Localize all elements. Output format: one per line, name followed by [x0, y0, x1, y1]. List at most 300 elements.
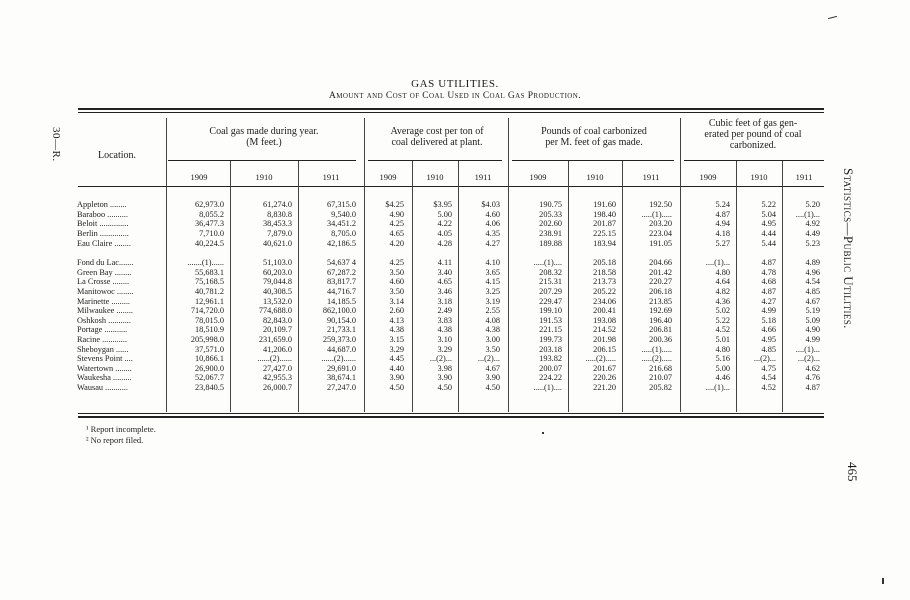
value-cell: 3.18 [437, 296, 452, 306]
value-cell: 38,453.3 [262, 219, 292, 229]
value-cell: .....(1).... [533, 258, 562, 267]
value-cell: 26,900.0 [194, 363, 224, 373]
value-cell: 4.13 [389, 315, 404, 325]
value-cell: 201.87 [593, 219, 616, 229]
group-header-average-cost: Average cost per ton of coal delivered at plant. [390, 126, 484, 148]
scan-speck [542, 432, 544, 434]
footnote: ² No report filed. [86, 435, 144, 445]
value-cell: 4.89 [805, 258, 820, 267]
value-cell: 3.15 [389, 335, 404, 345]
value-cell: 207.29 [539, 287, 562, 297]
value-cell: 4.87 [761, 258, 776, 267]
value-cell: 4.99 [805, 335, 820, 345]
location-cell: Portage ........... [77, 325, 128, 335]
value-cell: $4.03 [481, 200, 500, 209]
value-cell: 213.85 [649, 296, 672, 306]
value-cell: 220.27 [649, 277, 672, 287]
value-cell: 52,067.7 [194, 373, 224, 383]
header-bottom-rule [78, 186, 824, 187]
margin-page-label: 30—R. [50, 127, 62, 162]
value-cell: 79,044.8 [262, 277, 292, 287]
group-rule-cost [368, 160, 502, 161]
value-cell: 26,000.7 [262, 383, 292, 393]
value-cell: 4.80 [715, 344, 730, 354]
table-row [0, 354, 910, 364]
value-cell: 4.62 [805, 363, 820, 373]
value-cell: 4.27 [761, 296, 776, 306]
value-cell: 3.65 [485, 267, 500, 277]
location-cell: Milwaukee ........ [77, 306, 133, 315]
value-cell: 4.68 [761, 277, 776, 287]
year-header: 1909 [529, 172, 547, 182]
value-cell: 41,206.0 [262, 344, 292, 354]
value-cell: 4.27 [485, 238, 500, 248]
value-cell: ......(2)...... [257, 354, 292, 363]
group-header-cubic-feet: Cubic feet of gas gen- erated per pound of coal carbonized. [704, 118, 802, 151]
value-cell: 4.66 [761, 325, 776, 335]
value-cell: ...(2)... [429, 354, 452, 363]
value-cell: 38,674.1 [326, 373, 356, 383]
value-cell: 215.31 [539, 277, 562, 287]
value-cell: 5.44 [761, 238, 776, 248]
value-cell: 204.66 [649, 258, 672, 267]
value-cell: 4.65 [437, 277, 452, 287]
value-cell: 229.47 [539, 296, 562, 306]
value-cell: 4.65 [389, 229, 404, 239]
location-cell: Waukesha ......... [77, 373, 132, 383]
value-cell: 201.67 [593, 363, 616, 373]
value-cell: 4.99 [761, 306, 776, 315]
value-cell: 5.22 [761, 200, 776, 209]
value-cell: 4.18 [715, 229, 730, 239]
value-cell: 199.73 [539, 335, 562, 345]
value-cell: 4.80 [715, 267, 730, 277]
value-cell: 4.44 [761, 229, 776, 239]
value-cell: 4.50 [485, 383, 500, 393]
value-cell: 4.22 [437, 219, 452, 229]
value-cell: 5.18 [761, 315, 776, 325]
value-cell: 8,055.2 [199, 209, 224, 219]
value-cell: 4.67 [805, 296, 820, 306]
value-cell: 54,637 4 [326, 258, 356, 267]
table-row [0, 383, 910, 393]
value-cell: 5.02 [715, 306, 730, 315]
value-cell: 714,720.0 [190, 306, 224, 315]
value-cell: .....(1)..... [641, 344, 672, 354]
value-cell: 23,840.5 [194, 383, 224, 393]
value-cell: 4.60 [485, 209, 500, 219]
value-cell: 3.50 [389, 287, 404, 297]
value-cell: 90,154.0 [326, 315, 356, 325]
value-cell: 218.58 [593, 267, 616, 277]
year-header: 1909 [190, 172, 208, 182]
location-cell: Marinette ......... [77, 296, 130, 306]
value-cell: 4.38 [485, 325, 500, 335]
value-cell: 210.07 [649, 373, 672, 383]
value-cell: 205.18 [593, 258, 616, 267]
value-cell: 4.36 [715, 296, 730, 306]
year-header: 1910 [586, 172, 604, 182]
page-number: 465 [845, 462, 860, 482]
value-cell: 4.95 [761, 335, 776, 345]
value-cell: 3.29 [437, 344, 452, 354]
value-cell: 37,571.0 [194, 344, 224, 354]
value-cell: 199.10 [539, 306, 562, 315]
value-cell: 3.90 [437, 373, 452, 383]
location-cell: Wausau ........... [77, 383, 128, 393]
value-cell: .......(1)...... [187, 258, 224, 267]
value-cell: 4.54 [761, 373, 776, 383]
value-cell: 4.96 [805, 267, 820, 277]
value-cell: 4.52 [761, 383, 776, 393]
value-cell: 3.40 [437, 267, 452, 277]
value-cell: 200.41 [593, 306, 616, 315]
value-cell: 205.22 [593, 287, 616, 297]
value-cell: 2.60 [389, 306, 404, 315]
value-cell: 201.42 [649, 267, 672, 277]
value-cell: 206.15 [593, 344, 616, 354]
value-cell: 4.75 [761, 363, 776, 373]
year-header: 1910 [750, 172, 768, 182]
value-cell: 13,532.0 [262, 296, 292, 306]
value-cell: 44,716.7 [326, 287, 356, 297]
table-row [0, 268, 910, 278]
year-header: 1910 [255, 172, 273, 182]
value-cell: 12,961.1 [194, 296, 224, 306]
value-cell: 3.14 [389, 296, 404, 306]
value-cell: 216.68 [649, 363, 672, 373]
value-cell: 5.24 [715, 200, 730, 209]
table-row [0, 200, 910, 210]
value-cell: 7,879.0 [267, 229, 292, 239]
value-cell: 5.20 [805, 200, 820, 209]
group-header-gas-made: Coal gas made during year. (M feet.) [209, 126, 319, 148]
location-cell: Stevens Point .... [77, 354, 133, 363]
value-cell: 4.78 [761, 267, 776, 277]
value-cell: 4.64 [715, 277, 730, 287]
value-cell: 62,973.0 [194, 200, 224, 209]
value-cell: 21,733.1 [326, 325, 356, 335]
value-cell: 4.20 [389, 238, 404, 248]
value-cell: 3.29 [389, 344, 404, 354]
value-cell: 4.60 [389, 277, 404, 287]
value-cell: 4.11 [437, 258, 452, 267]
group-rule-pounds [512, 160, 674, 161]
value-cell: 8,705.0 [331, 229, 356, 239]
value-cell: $3.95 [433, 200, 452, 209]
table-row [0, 239, 910, 249]
value-cell: 190.75 [539, 200, 562, 209]
value-cell: 4.85 [805, 287, 820, 297]
value-cell: 5.09 [805, 315, 820, 325]
location-cell: Racine ............ [77, 335, 128, 345]
value-cell: 10,866.1 [194, 354, 224, 363]
location-cell: Baraboo .......... [77, 209, 128, 219]
value-cell: 4.54 [805, 277, 820, 287]
value-cell: 203.18 [539, 344, 562, 354]
value-cell: ...(2)... [753, 354, 776, 363]
table-row [0, 277, 910, 287]
value-cell: 5.00 [437, 209, 452, 219]
location-cell: Eau Claire ........ [77, 238, 131, 248]
value-cell: 2.55 [485, 306, 500, 315]
value-cell: 55,683.1 [194, 267, 224, 277]
value-cell: 27,247.0 [326, 383, 356, 393]
table-row [0, 287, 910, 297]
value-cell: 40,224.5 [194, 238, 224, 248]
value-cell: 221.15 [539, 325, 562, 335]
value-cell: ....(1)... [795, 344, 820, 354]
location-cell: Berlin .............. [77, 229, 129, 239]
value-cell: 4.85 [761, 344, 776, 354]
value-cell: 27,427.0 [262, 363, 292, 373]
value-cell: 200.36 [649, 335, 672, 345]
value-cell: 201.98 [593, 335, 616, 345]
table-row [0, 364, 910, 374]
group-rule-gas [168, 160, 356, 161]
value-cell: 208.32 [539, 267, 562, 277]
table-row [0, 306, 910, 316]
value-cell: 192.50 [649, 200, 672, 209]
value-cell: 4.15 [485, 277, 500, 287]
value-cell: ...(2)... [797, 354, 820, 363]
value-cell: 7,710.0 [199, 229, 224, 239]
value-cell: 40,621.0 [262, 238, 292, 248]
page-subtitle: Amount and Cost of Coal Used in Coal Gas Production. [329, 91, 581, 101]
location-cell: Beloit .............. [77, 219, 129, 229]
value-cell: 200.07 [539, 363, 562, 373]
value-cell: 5.16 [715, 354, 730, 363]
value-cell: 4.49 [805, 229, 820, 239]
value-cell: 3.00 [485, 335, 500, 345]
value-cell: 206.81 [649, 325, 672, 335]
value-cell: ....(1)... [795, 209, 820, 219]
value-cell: 862,100.0 [322, 306, 356, 315]
value-cell: 205.82 [649, 383, 672, 393]
value-cell: 4.46 [715, 373, 730, 383]
value-cell: 4.87 [715, 209, 730, 219]
year-header: 1911 [474, 172, 492, 182]
scan-speck [882, 578, 884, 584]
year-header: 1909 [699, 172, 717, 182]
table-row [0, 229, 910, 239]
value-cell: 75,168.5 [194, 277, 224, 287]
value-cell: 78,015.0 [194, 315, 224, 325]
value-cell: 2.49 [437, 306, 452, 315]
scan-speck [828, 16, 837, 19]
value-cell: 18,510.9 [194, 325, 224, 335]
value-cell: 29,691.0 [326, 363, 356, 373]
value-cell: 3.98 [437, 363, 452, 373]
value-cell: 4.38 [389, 325, 404, 335]
value-cell: 183.94 [593, 238, 616, 248]
value-cell: 4.94 [715, 219, 730, 229]
table-row [0, 210, 910, 220]
value-cell: 5.04 [761, 209, 776, 219]
location-cell: Fond du Lac....... [77, 258, 134, 267]
value-cell: 5.22 [715, 315, 730, 325]
value-cell: 4.87 [761, 287, 776, 297]
value-cell: 40,308.5 [262, 287, 292, 297]
value-cell: 60,203.0 [262, 267, 292, 277]
value-cell: 8,830.8 [267, 209, 292, 219]
location-cell: Watertown ........ [77, 363, 132, 373]
value-cell: 14,185.5 [326, 296, 356, 306]
value-cell: 34,451.2 [326, 219, 356, 229]
value-cell: 220.26 [593, 373, 616, 383]
value-cell: 3.25 [485, 287, 500, 297]
location-cell: Appleton ........ [77, 200, 127, 209]
value-cell: ....(1)... [705, 383, 730, 393]
value-cell: 225.15 [593, 229, 616, 239]
location-cell: Oshkosh ........... [77, 315, 131, 325]
value-cell: 5.01 [715, 335, 730, 345]
table-row [0, 335, 910, 345]
value-cell: 42,186.5 [326, 238, 356, 248]
value-cell: 3.50 [389, 267, 404, 277]
value-cell: 3.90 [485, 373, 500, 383]
value-cell: 20,109.7 [262, 325, 292, 335]
value-cell: 774,688.0 [258, 306, 292, 315]
value-cell: .....(1)..... [641, 209, 672, 219]
running-head: Statistics—Public Utilities. [841, 168, 856, 329]
group-rule-cubic [684, 160, 824, 161]
value-cell: 67,315.0 [326, 200, 356, 209]
value-cell: 191.05 [649, 238, 672, 248]
table-row [0, 258, 910, 268]
value-cell: 5.19 [805, 306, 820, 315]
value-cell: 234.06 [593, 296, 616, 306]
table-row [0, 325, 910, 335]
value-cell: 259,373.0 [322, 335, 356, 345]
value-cell: 192.69 [649, 306, 672, 315]
value-cell: 5.23 [805, 238, 820, 248]
year-header: 1911 [642, 172, 660, 182]
value-cell: 4.90 [389, 209, 404, 219]
group-header-pounds-coal: Pounds of coal carbonized per M. feet of gas made. [541, 126, 647, 148]
value-cell: 44,687.0 [326, 344, 356, 354]
value-cell: 4.95 [761, 219, 776, 229]
value-cell: 196.40 [649, 315, 672, 325]
table-row [0, 373, 910, 383]
value-cell: 5.00 [715, 363, 730, 373]
year-header: 1909 [379, 172, 397, 182]
value-cell: 4.76 [805, 373, 820, 383]
value-cell: 206.18 [649, 287, 672, 297]
value-cell: $4.25 [385, 200, 404, 209]
value-cell: 3.10 [437, 335, 452, 345]
page-title: GAS UTILITIES. [411, 78, 499, 90]
year-header: 1911 [795, 172, 813, 182]
value-cell: 223.04 [649, 229, 672, 239]
value-cell: 9,540.0 [331, 209, 356, 219]
value-cell: 203.20 [649, 219, 672, 229]
location-cell: Manitowoc ........ [77, 287, 134, 297]
value-cell: 189.88 [539, 238, 562, 248]
table-top-rule [78, 108, 824, 110]
value-cell: 3.50 [485, 344, 500, 354]
year-header: 1911 [322, 172, 340, 182]
value-cell: 40,781.2 [194, 287, 224, 297]
value-cell: 231,659.0 [258, 335, 292, 345]
value-cell: 3.83 [437, 315, 452, 325]
table-bottom-rule [78, 416, 824, 418]
value-cell: 5.27 [715, 238, 730, 248]
table-row [0, 219, 910, 229]
value-cell: 83,817.7 [326, 277, 356, 287]
value-cell: 205,998.0 [190, 335, 224, 345]
value-cell: 205.33 [539, 209, 562, 219]
value-cell: .....(1).... [533, 383, 562, 393]
value-cell: ...(2)... [477, 354, 500, 363]
value-cell: 4.50 [437, 383, 452, 393]
value-cell: 3.46 [437, 287, 452, 297]
table-row [0, 316, 910, 326]
value-cell: .....(2)..... [585, 354, 616, 363]
year-header: 1910 [426, 172, 444, 182]
value-cell: 221.20 [593, 383, 616, 393]
value-cell: 4.67 [485, 363, 500, 373]
value-cell: 36,477.3 [194, 219, 224, 229]
location-cell: La Crosse ........ [77, 277, 130, 287]
location-cell: Green Bay ........ [77, 267, 132, 277]
value-cell: 4.35 [485, 229, 500, 239]
value-cell: ......(2)...... [321, 354, 356, 363]
value-cell: 4.25 [389, 219, 404, 229]
value-cell: 4.05 [437, 229, 452, 239]
value-cell: 4.38 [437, 325, 452, 335]
value-cell: 61,274.0 [262, 200, 292, 209]
value-cell: 4.82 [715, 287, 730, 297]
value-cell: 224.22 [539, 373, 562, 383]
table-bottom-rule-thin [78, 413, 824, 414]
value-cell: 198.40 [593, 209, 616, 219]
value-cell: 4.10 [485, 258, 500, 267]
value-cell: 51,103.0 [262, 258, 292, 267]
value-cell: 191.53 [539, 315, 562, 325]
value-cell: 4.25 [389, 258, 404, 267]
value-cell: 4.87 [805, 383, 820, 393]
value-cell: 202.60 [539, 219, 562, 229]
value-cell: 214.52 [593, 325, 616, 335]
value-cell: 193.08 [593, 315, 616, 325]
value-cell: 3.90 [389, 373, 404, 383]
value-cell: 4.92 [805, 219, 820, 229]
value-cell: 238.91 [539, 229, 562, 239]
value-cell: 82,843.0 [262, 315, 292, 325]
value-cell: .....(2)..... [641, 354, 672, 363]
value-cell: 67,287.2 [326, 267, 356, 277]
location-column-header: Location. [98, 150, 137, 161]
value-cell: ....(1)... [705, 258, 730, 267]
value-cell: 4.08 [485, 315, 500, 325]
value-cell: 4.90 [805, 325, 820, 335]
table-top-rule-thin [78, 112, 824, 113]
value-cell: 3.19 [485, 296, 500, 306]
value-cell: 213.73 [593, 277, 616, 287]
location-cell: Sheboygan ...... [77, 344, 129, 354]
value-cell: 191.60 [593, 200, 616, 209]
value-cell: 42,955.3 [262, 373, 292, 383]
value-cell: 4.45 [389, 354, 404, 363]
value-cell: 4.52 [715, 325, 730, 335]
value-cell: 4.50 [389, 383, 404, 393]
value-cell: 193.82 [539, 354, 562, 363]
value-cell: 4.06 [485, 219, 500, 229]
value-cell: 4.28 [437, 238, 452, 248]
value-cell: 4.40 [389, 363, 404, 373]
footnote: ¹ Report incomplete. [86, 424, 156, 434]
